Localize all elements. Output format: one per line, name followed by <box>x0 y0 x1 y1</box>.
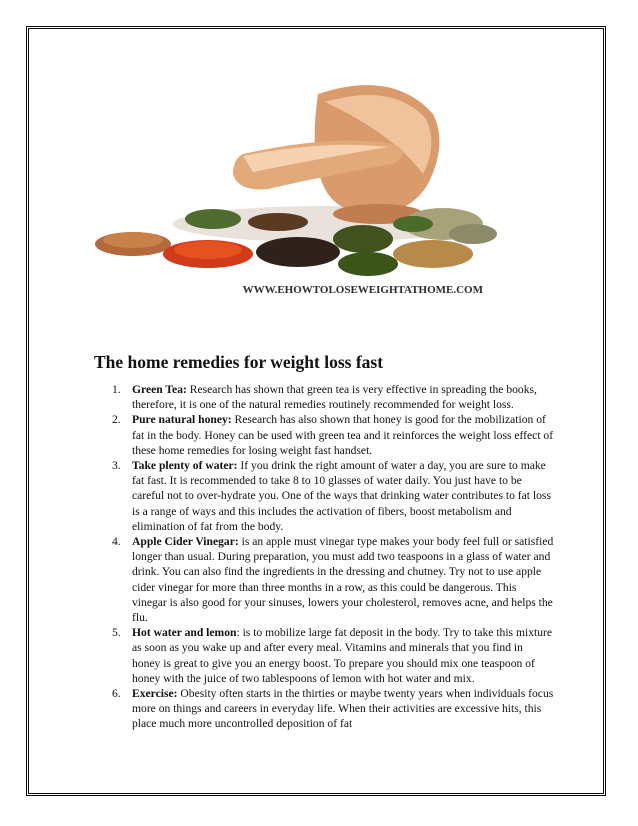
item-number: 6. <box>112 687 121 701</box>
item-text: If you drink the right amount of water a day, you are sure to make fat fast. It is recommended to take 8 to 10 glasses of water daily. You just have to be careful not to over-hydrate you. One of the ways that drinking water contributes to fat loss is a range of ways and this includes the activation of fibers, boost metabolism and elimination of fat from the body. <box>132 459 551 533</box>
item-number: 1. <box>112 383 121 396</box>
item-text: : is to mobilize large fat deposit in the body. Try to take this mixture as soon as you wake up and after every meal. Vitamins and minerals that you find in honey is great to give you an energy boost. To prepare you should mix one teaspoon of honey with the juice of two tablespoons of lemon with hot water and mix. <box>132 626 553 685</box>
item-heading: Pure natural honey: <box>132 413 232 427</box>
image-watermark: WWW.EHOWTOLOSEWEIGHTATHOME.COM <box>242 284 483 296</box>
list-item <box>94 534 554 625</box>
item-text: Research has also shown that honey is good for the mobilization of fat in the body. Honey can be used with green tea and it reinforces the weight loss effect of these home remedies for losing weight fast handset. <box>132 413 554 457</box>
item-text: is an apple must vinegar type makes your body feel full or satisfied longer than usual. During preparation, you must add two teaspoons in a glass of water and drink. You can also find the ingredients in the dressing and chutney. Try not to use apple cider vinegar for more than three months in a row, as this could be dangerous. This vinegar is also good for your sinuses, lowers your cholesterol, removes acne, and helps the flu. <box>132 535 554 625</box>
list-item <box>94 412 554 458</box>
item-number: 5. <box>112 626 121 640</box>
list-item <box>94 382 554 412</box>
item-heading: Hot water and lemon <box>132 626 237 640</box>
item-text: Obesity often starts in the thirties or maybe twenty years when individuals focus more on things and careers in everyday life. When their activities are excessive hits, this place much more uncontrolled deposition of fat <box>132 687 554 731</box>
list-item <box>94 458 554 534</box>
item-heading: Green Tea: <box>132 383 187 396</box>
item-heading: Take plenty of water: <box>132 459 238 473</box>
list-item <box>94 625 554 686</box>
item-text: Research has shown that green tea is very effective in spreading the books, therefore, it is one of the natural remedies routinely recommended for weight loss. <box>132 383 537 412</box>
item-number: 2. <box>112 413 121 427</box>
document-title: The home remedies for weight loss fast <box>94 352 384 372</box>
item-heading: Exercise: <box>132 687 178 701</box>
list-item <box>94 686 554 732</box>
item-number: 3. <box>112 459 121 473</box>
mortar-and-spices-photo <box>93 74 500 304</box>
remedies-list <box>94 382 554 732</box>
item-number: 4. <box>112 535 121 549</box>
item-heading: Apple Cider Vinegar: <box>132 535 239 549</box>
